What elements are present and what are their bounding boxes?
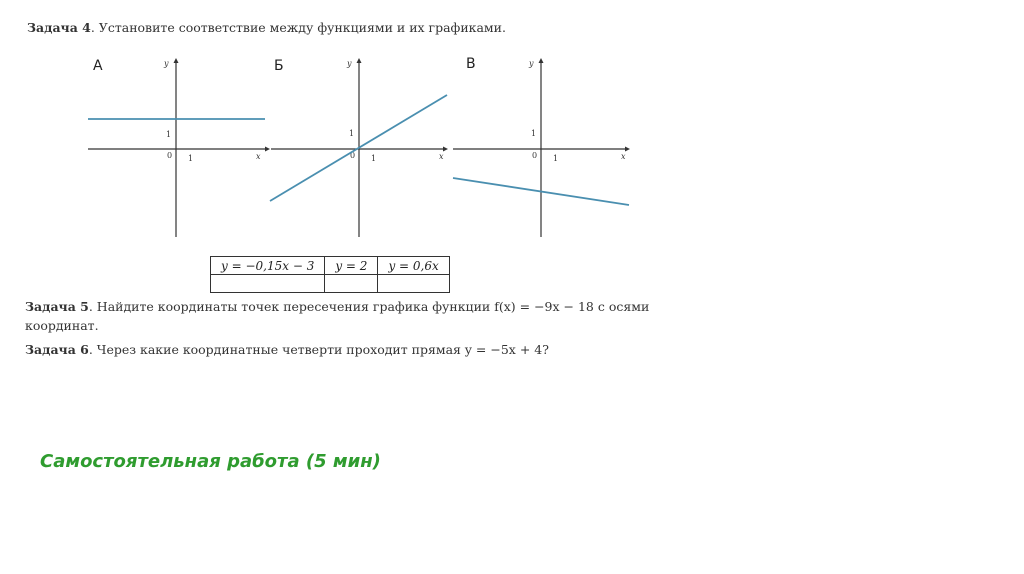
task5-continuation: координат. xyxy=(25,318,99,333)
graph-a-y-arrow xyxy=(174,58,179,63)
answers-row xyxy=(211,275,450,293)
functions-row xyxy=(211,257,450,275)
graph-b-letter: Б xyxy=(274,58,284,74)
graph-b xyxy=(268,55,453,240)
graph-b-y-arrow xyxy=(357,58,362,63)
function-cell: y = −0,15x − 3 xyxy=(211,257,325,275)
graph-a-one-x: 1 xyxy=(188,154,194,163)
graph-b-x-arrow xyxy=(443,147,448,152)
task6-label: Задача 6 xyxy=(25,342,89,357)
graph-c-one-y: 1 xyxy=(531,129,537,138)
task5-label: Задача 5 xyxy=(25,299,89,314)
answer-cell[interactable] xyxy=(211,275,325,293)
graph-a-x-label: x xyxy=(256,152,261,161)
functions-table xyxy=(210,256,450,293)
graph-c-one-x: 1 xyxy=(553,154,559,163)
graph-a-letter: А xyxy=(93,58,103,74)
graph-b-zero: 0 xyxy=(350,151,356,160)
graph-a-y-label: y xyxy=(164,59,169,68)
graph-b-one-x: 1 xyxy=(371,154,377,163)
graph-c-letter: В xyxy=(466,56,476,72)
answer-cell[interactable] xyxy=(378,275,449,293)
answer-cell[interactable] xyxy=(325,275,378,293)
graph-c-y-arrow xyxy=(539,58,544,63)
graph-c-y-label: y xyxy=(529,59,534,68)
task6-text-line xyxy=(25,342,549,357)
task4-label: Задача 4 xyxy=(27,20,91,35)
independent-work-title: Самостоятельная работа (5 мин) xyxy=(40,451,381,472)
task6-text: . Через какие координатные четверти проходит прямая y = −5x + 4? xyxy=(88,342,549,357)
graph-c xyxy=(450,55,635,240)
graph-c-zero: 0 xyxy=(532,151,538,160)
task5-text: . Найдите координаты точек пересечения графика функции f(x) = −9x − 18 с осями xyxy=(88,299,650,314)
function-cell: y = 2 xyxy=(325,257,378,275)
graph-c-x-label: x xyxy=(621,152,626,161)
graph-b-y-label: y xyxy=(347,59,352,68)
graph-a xyxy=(85,55,270,240)
graph-b-one-y: 1 xyxy=(349,129,355,138)
function-cell: y = 0,6x xyxy=(378,257,449,275)
task5-text-line xyxy=(25,299,649,314)
graph-a-one-y: 1 xyxy=(166,130,172,139)
graph-a-zero: 0 xyxy=(167,151,173,160)
task4-heading xyxy=(27,20,506,35)
graph-c-x-arrow xyxy=(625,147,630,152)
graph-b-x-label: x xyxy=(439,152,444,161)
task4-text: . Установите соответствие между функциями и их графиками. xyxy=(90,20,506,35)
